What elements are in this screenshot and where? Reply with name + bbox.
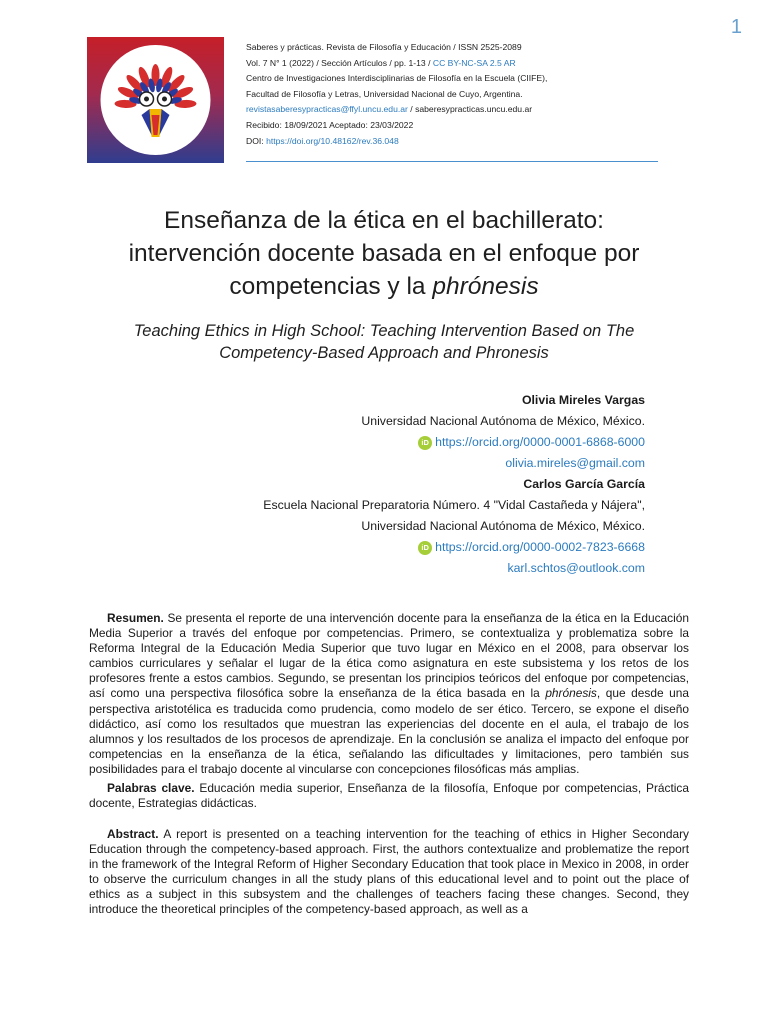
- author-affiliation: Escuela Nacional Preparatoria Número. 4 "Vidal Castañeda y Nájera",: [263, 498, 645, 512]
- keywords-label: Palabras clave.: [107, 781, 195, 795]
- abstract-label: Abstract.: [107, 827, 159, 841]
- article-title: [60, 204, 708, 303]
- dates-line: Recibido: 18/09/2021 Aceptado: 23/03/2022: [246, 119, 414, 130]
- volume-info: Vol. 7 N° 1 (2022) / Sección Artículos / pp. 1-13 /: [246, 57, 431, 68]
- orcid-line: [263, 537, 645, 558]
- volume-line: [246, 56, 666, 72]
- subtitle-line: Competency-Based Approach and Phronesis: [219, 344, 549, 362]
- doi-label: DOI:: [246, 135, 264, 146]
- email-line: [263, 558, 645, 579]
- institute-line: Centro de Investigaciones Interdisciplinarias de Filosofía en la Escuela (CIIFE),: [246, 73, 548, 84]
- abstract-paragraph: [89, 827, 689, 918]
- resumen-label: Resumen.: [107, 611, 164, 625]
- orcid-icon: iD: [418, 436, 432, 450]
- journal-logo: [87, 37, 224, 163]
- title-line: intervención docente basada en el enfoque por: [128, 240, 640, 267]
- journal-email-link[interactable]: revistasaberesypracticas@ffyl.uncu.edu.ar: [246, 104, 408, 115]
- title-italic-word: phrónesis: [432, 273, 539, 300]
- license-link[interactable]: CC BY-NC-SA 2.5 AR: [432, 57, 516, 68]
- resumen-paragraph: [89, 611, 689, 777]
- author-email-link[interactable]: olivia.mireles@gmail.com: [505, 456, 645, 470]
- journal-header: [246, 40, 666, 149]
- title-text: competencias y la: [229, 273, 426, 300]
- resumen-text: Se presenta el reporte de una intervención docente para la enseñanza de la ética en la Educación Media Superior a través del enfoque por competencias. Primero, se contextualiza y problematiza sobre la Reforma Integral de la Educación Media Superior que tuvo lugar en México en el 2008, para observar los cambios curriculares y señalar el lugar de la ética como asignatura en este subsistema y los retos de los profesores frente a estos cambios. Segundo, se presentan los principios teóricos del enfoque por competencias, así como una perspectiva filosófica sobre la enseñanza de la ética basada en la: [89, 611, 689, 701]
- contact-line: [246, 102, 666, 118]
- doi-link[interactable]: https://doi.org/10.48162/rev.36.048: [266, 135, 399, 146]
- orcid-link[interactable]: https://orcid.org/0000-0002-7823-6668: [435, 540, 645, 554]
- authors-block: [263, 390, 645, 579]
- subtitle-line: Teaching Ethics in High School: Teaching Intervention Based on The: [133, 322, 635, 340]
- orcid-link[interactable]: https://orcid.org/0000-0001-6868-6000: [435, 435, 645, 449]
- header-divider: [246, 161, 658, 162]
- author-email-link[interactable]: karl.schtos@outlook.com: [507, 561, 645, 575]
- email-line: [263, 453, 645, 474]
- resumen-italic: phrónesis: [545, 686, 597, 701]
- abstract-text: A report is presented on a teaching intervention for the teaching of ethics in Higher Secondary Education through the competency-based approach. First, the authors contextualize and problematize the report in the framework of the Integral Reform of Higher Secondary Education that took place in Mexico in 2008, in order to observe the curriculum changes in all the study plans of this educational level and to point out the place of ethics as a subject in this subsystem and the challenges of teachers facing these changes. Second, they introduce the theoretical principles of the competency-based approach, as well as a: [89, 827, 689, 917]
- title-line: Enseñanza de la ética en el bachillerato:: [164, 207, 604, 234]
- page-number: 1: [730, 16, 742, 38]
- orcid-icon: iD: [418, 541, 432, 555]
- author-name: Carlos García García: [523, 477, 645, 491]
- resumen-text: , que desde una perspectiva aristotélica es traducida como prudencia, como modelo de ser ético. Tercero, se expone el diseño didáctico, así como los resultados que muestran las experiencias del docente en el aula, el trabajo de los alumnos y los resultados de los procesos de aprendizaje. En la conclusión se analiza el impacto del enfoque por competencias en la enseñanza de la ética, señalando las dificultades y limitaciones, pero también sus posibilidades para el trabajo docente al vincularse con concepciones filosóficas más amplias.: [89, 686, 690, 776]
- faculty-line: Facultad de Filosofía y Letras, Universidad Nacional de Cuyo, Argentina.: [246, 88, 523, 99]
- orcid-line: [263, 432, 645, 453]
- journal-site: / saberesypracticas.uncu.edu.ar: [410, 104, 533, 115]
- doi-line: [246, 134, 666, 150]
- article-subtitle: [60, 320, 708, 364]
- author-affiliation: Universidad Nacional Autónoma de México, México.: [361, 414, 645, 428]
- title-line: [60, 270, 708, 303]
- author-affiliation: Universidad Nacional Autónoma de México, México.: [361, 519, 645, 533]
- journal-name: Saberes y prácticas. Revista de Filosofía y Educación / ISSN 2525-2089: [246, 42, 522, 52]
- author-name: Olivia Mireles Vargas: [521, 393, 645, 407]
- feather-headdress-icon: [87, 37, 224, 163]
- keywords-paragraph: [89, 781, 689, 811]
- keywords-text: Educación media superior, Enseñanza de la filosofía, Enfoque por competencias, Práctica docente, Estrategias didácticas.: [89, 781, 689, 811]
